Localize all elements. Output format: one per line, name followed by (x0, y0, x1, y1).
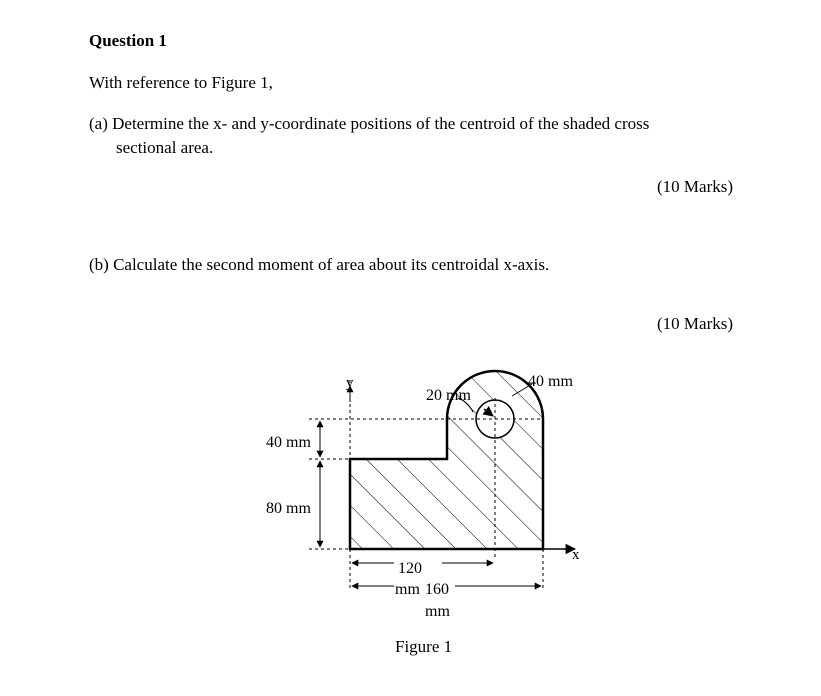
x-axis-label: x (572, 547, 580, 563)
dim-120-value: 120 (398, 560, 422, 577)
part-a-text-line2: sectional area. (116, 138, 214, 157)
hole-dim-label: 20 mm (426, 387, 471, 404)
part-a-text-line1: (a) Determine the x- and y-coordinate positions of the centroid of the shaded cross (89, 114, 650, 133)
y-axis-label: y (346, 375, 354, 391)
dim-40-label: 40 mm (266, 434, 311, 451)
dim-80-label: 80 mm (266, 500, 311, 517)
dim-160-unit: mm (425, 603, 450, 620)
figure-caption: Figure 1 (395, 637, 453, 656)
dim-160-value: 160 (425, 581, 449, 598)
radius-dim-label: 40 mm (528, 373, 573, 390)
part-b-text: (b) Calculate the second moment of area about its centroidal x-axis. (89, 255, 550, 274)
dim-120-unit: mm (395, 581, 420, 598)
part-a-marks: (10 Marks) (657, 177, 734, 196)
question-title: Question 1 (89, 31, 167, 50)
part-b-marks: (10 Marks) (657, 314, 734, 333)
question-intro: With reference to Figure 1, (89, 73, 273, 92)
